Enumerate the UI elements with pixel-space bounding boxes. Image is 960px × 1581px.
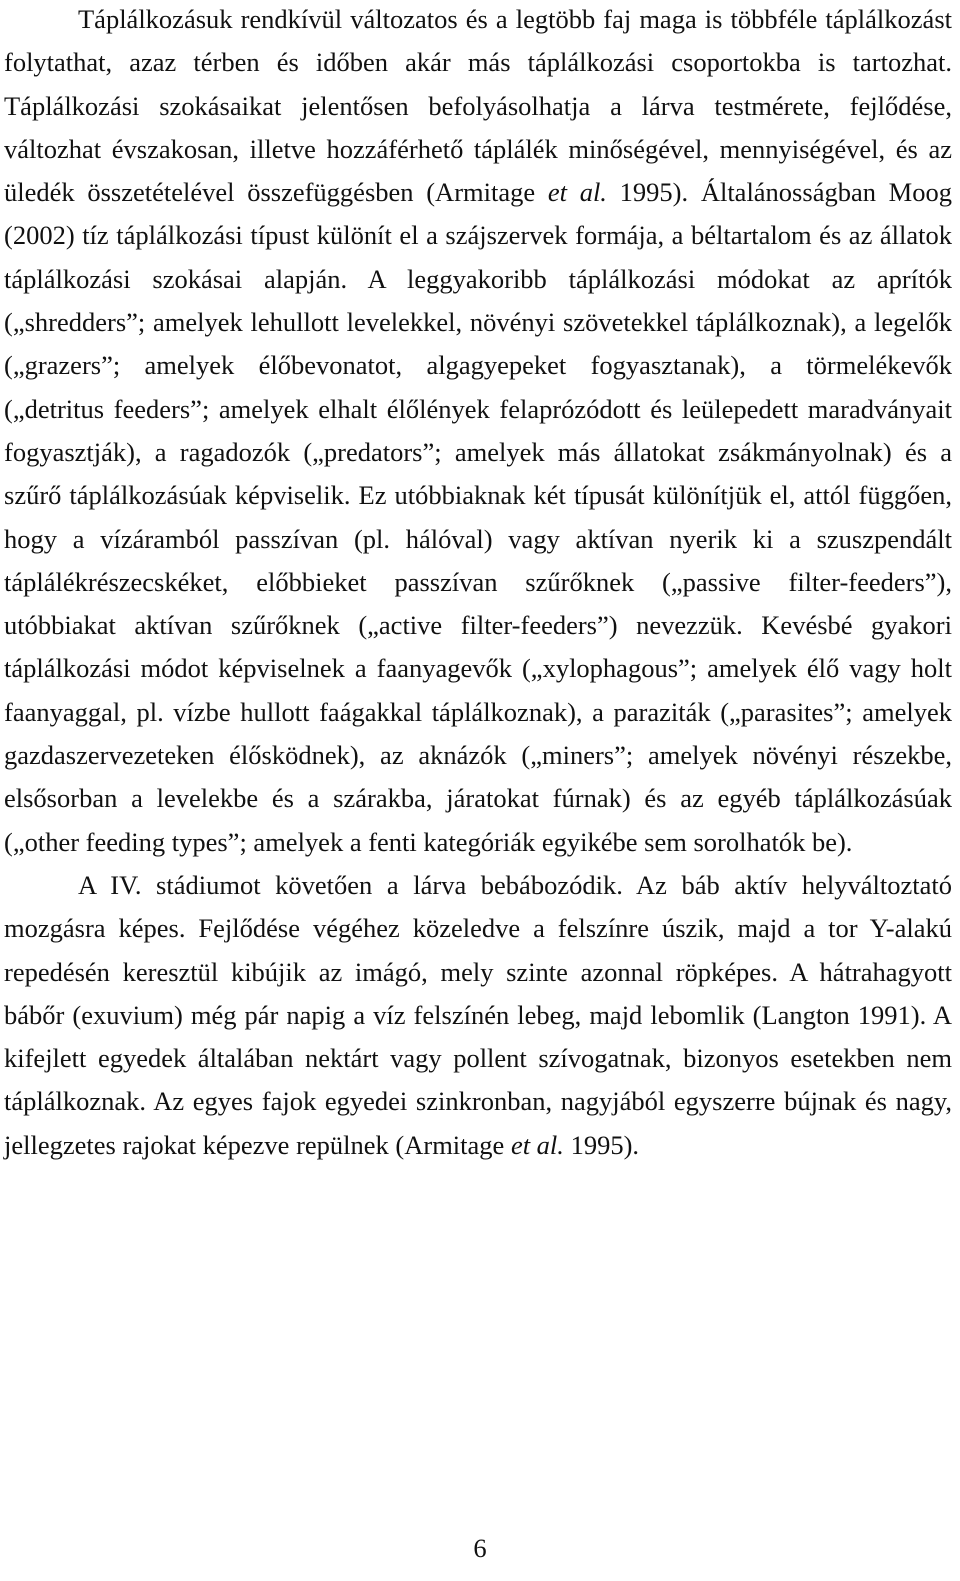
paragraph-feeding-types — [4, 0, 952, 864]
citation-et-al: et al. — [510, 1129, 564, 1160]
text-run: 1995). — [563, 1129, 640, 1160]
body-text — [4, 0, 952, 1167]
citation-et-al: et al. — [547, 177, 607, 208]
text-run: 1995). Általánosságban Moog (2002) tíz táplálkozási típust különít el a szájszervek formája, a béltartalom és az állatok táplálkozási szokásai alapján. A leggyakoribb táplálkozási módokat az aprítók („shredders”; amelyek lehullott levelekkel, növényi szövetekkel táplálkoznak), a legelők („grazers”; amelyek élőbevonatot, algagyepeket fogyasztanak), a törmelékevők („detritus feeders”; amelyek elhalt élőlények felaprózódott és leülepedett maradványait fogyasztják), a ragadozók („predators”; amelyek más állatokat zsákmányolnak) és a szűrő táplálkozásúak képviselik. Ez utóbbiaknak két típusát különítjük el, attól függően, hogy a vízáramból passzívan (pl. hálóval) vagy aktívan nyerik ki a szuszpendált táplálékrészecskéket, előbbieket passzívan szűrőknek („passive filter-feeders”), utóbbiakat aktívan szűrőknek („active filter-feeders”) nevezzük. Kevésbé gyakori táplálkozási módot képviselnek a faanyagevők („xylophagous”; amelyek élő vagy holt faanyaggal, pl. vízbe hullott faágakkal táplálkoznak), a paraziták („parasites”; amelyek gazdaszervezeteken élősködnek), az aknázók („miners”; amelyek növényi részekbe, elsősorban a levelekbe és a szárakba, járatokat fúrnak) és az egyéb táplálkozásúak („other feeding types”; amelyek a fenti kategóriák egyikébe sem sorolhatók be). — [4, 177, 952, 857]
paragraph-pupation — [4, 864, 952, 1167]
text-run: Táplálkozásuk rendkívül változatos és a legtöbb faj maga is többféle táplálkozást folytathat, azaz térben és időben akár más táplálkozási csoportokba is tartozhat. Táplálkozási szokásaikat jelentősen befolyásolhatja a lárva testmérete, fejlődése, változhat évszakosan, illetve hozzáférhető táplálék minőségével, mennyiségével, és az üledék összetételével összefüggésben (Armitage — [4, 4, 952, 208]
page-number: 6 — [473, 1533, 487, 1563]
text-run: A IV. stádiumot követően a lárva bebábozódik. Az báb aktív helyváltoztató mozgásra képes. Fejlődése végéhez közeledve a felszínre úszik, majd a tor Y-alakú repedésén keresztül kibújik az imágó, mely szinte azonnal röpképes. A hátrahagyott bábőr (exuvium) még pár napig a víz felszínén lebeg, majd lebomlik (Langton 1991). A kifejlett egyedek általában nektárt vagy pollent szívogatnak, bizonyos esetekben nem táplálkoznak. Az egyes fajok egyedei szinkronban, nagyjából egyszerre bújnak és nagy, jellegzetes rajokat képezve repülnek (Armitage — [4, 869, 952, 1160]
